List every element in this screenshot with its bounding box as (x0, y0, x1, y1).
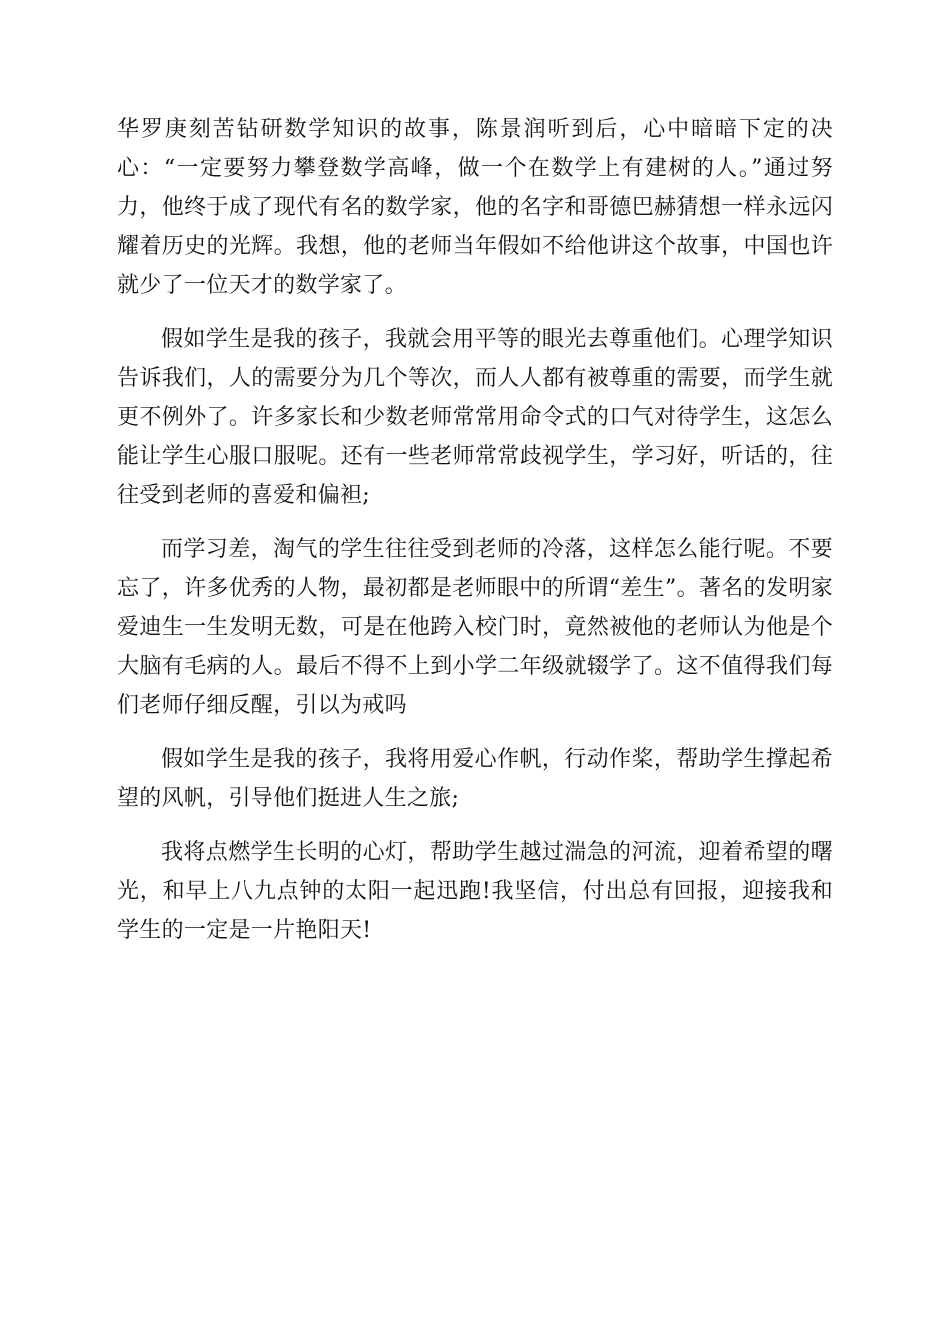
paragraph-3: 而学习差，淘气的学生往往受到老师的冷落，这样怎么能行呢。不要忘了，许多优秀的人物，最初都是老师眼中的所谓“差生”。著名的发明家爱迪生一生发明无数，可是在他跨入校门时，竟然被他的老师认为他是个大脑有毛病的人。最后不得不上到小学二年级就辍学了。这不值得我们每们老师仔细反醒，引以为戒吗 (117, 537, 833, 718)
document-body (117, 110, 833, 965)
paragraph-5: 我将点燃学生长明的心灯，帮助学生越过湍急的河流，迎着希望的曙光，和早上八九点钟的太阳一起迅跑!我坚信，付出总有回报，迎接我和学生的一定是一片艳阳天! (117, 840, 833, 943)
paragraph-1: 华罗庚刻苦钻研数学知识的故事，陈景润听到后，心中暗暗下定的决心：“一定要努力攀登数学高峰，做一个在数学上有建树的人。”通过努力，他终于成了现代有名的数学家，他的名字和哥德巴赫猜想一样永远闪耀着历史的光辉。我想，他的老师当年假如不给他讲这个故事，中国也许就少了一位天才的数学家了。 (117, 117, 833, 298)
paragraph-4: 假如学生是我的孩子，我将用爱心作帆，行动作桨，帮助学生撑起希望的风帆，引导他们挺进人生之旅; (117, 747, 833, 811)
paragraph-2: 假如学生是我的孩子，我就会用平等的眼光去尊重他们。心理学知识告诉我们，人的需要分为几个等次，而人人都有被尊重的需要，而学生就更不例外了。许多家长和少数老师常常用命令式的口气对待学生，这怎么能让学生心服口服呢。还有一些老师常常歧视学生，学习好，听话的，往往受到老师的喜爱和偏袒; (117, 327, 833, 508)
